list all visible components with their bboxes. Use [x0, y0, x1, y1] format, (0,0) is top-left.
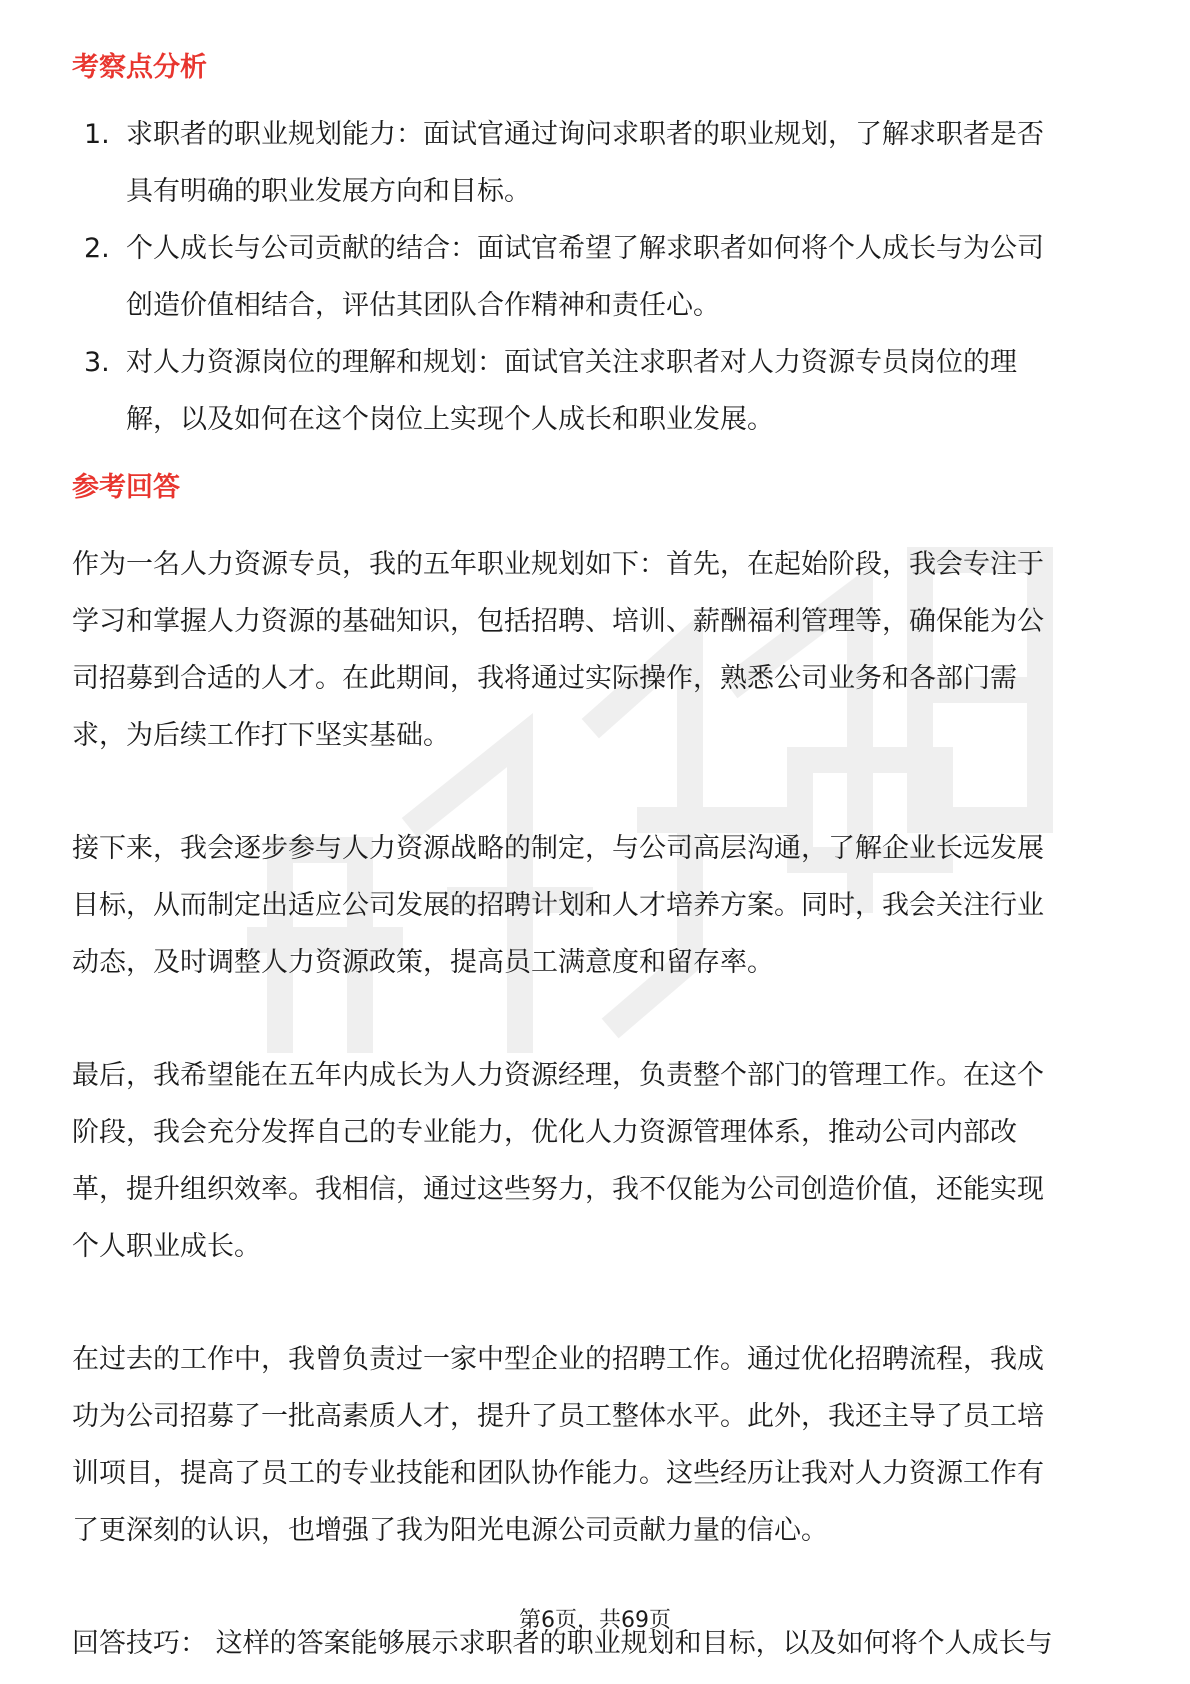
paragraph-line: 回答技巧： 这样的答案能够展示求职者的职业规划和目标，以及如何将个人成长与	[72, 1628, 1053, 1659]
paragraph-line: 学习和掌握人力资源的基础知识，包括招聘、培训、薪酬福利管理等，确保能为公	[72, 606, 1044, 637]
analysis-points-list	[72, 106, 1112, 448]
paragraph-line: 目标，从而制定出适应公司发展的招聘计划和人才培养方案。同时，我会关注行业	[72, 890, 1044, 921]
answer-paragraph	[72, 820, 1112, 991]
paragraph-line: 接下来，我会逐步参与人力资源战略的制定，与公司高层沟通，了解企业长远发展	[72, 833, 1044, 864]
paragraph-line: 阶段，我会充分发挥自己的专业能力，优化人力资源管理体系，推动公司内部改	[72, 1117, 1017, 1148]
list-item	[72, 220, 1112, 334]
paragraph-line: 动态，及时调整人力资源政策，提高员工满意度和留存率。	[72, 947, 774, 978]
list-item-line: 对人力资源岗位的理解和规划：面试官关注求职者对人力资源专员岗位的理	[126, 347, 1017, 378]
answer-paragraph	[72, 1331, 1112, 1559]
paragraph-line: 在过去的工作中，我曾负责过一家中型企业的招聘工作。通过优化招聘流程，我成	[72, 1344, 1044, 1375]
paragraph-line: 训项目，提高了员工的专业技能和团队协作能力。这些经历让我对人力资源工作有	[72, 1458, 1044, 1489]
list-item-line: 解，以及如何在这个岗位上实现个人成长和职业发展。	[126, 404, 774, 435]
answer-paragraph	[72, 1047, 1112, 1275]
list-item-line: 具有明确的职业发展方向和目标。	[126, 176, 531, 207]
paragraph-line: 最后，我希望能在五年内成长为人力资源经理，负责整个部门的管理工作。在这个	[72, 1060, 1044, 1091]
paragraph-line: 功为公司招募了一批高素质人才，提升了员工整体水平。此外，我还主导了员工培	[72, 1401, 1044, 1432]
paragraph-line: 革，提升组织效率。我相信，通过这些努力，我不仅能为公司创造价值，还能实现	[72, 1174, 1044, 1205]
list-item-line: 个人成长与公司贡献的结合：面试官希望了解求职者如何将个人成长与为公司	[126, 233, 1044, 264]
list-item-line: 求职者的职业规划能力：面试官通过询问求职者的职业规划，了解求职者是否	[126, 119, 1044, 150]
paragraph-line: 司招募到合适的人才。在此期间，我将通过实际操作，熟悉公司业务和各部门需	[72, 663, 1017, 694]
list-item-number: 2.	[84, 233, 110, 264]
list-item-line: 创造价值相结合，评估其团队合作精神和责任心。	[126, 290, 720, 321]
answer-paragraph	[72, 536, 1112, 764]
page-number: 第6页，共69页	[519, 1608, 671, 1633]
paragraph-line: 作为一名人力资源专员，我的五年职业规划如下：首先，在起始阶段，我会专注于	[72, 549, 1044, 580]
list-item	[72, 106, 1112, 220]
paragraph-line: 了更深刻的认识，也增强了我为阳光电源公司贡献力量的信心。	[72, 1515, 828, 1546]
main-content	[72, 48, 1112, 1672]
paragraph-line: 求，为后续工作打下坚实基础。	[72, 720, 450, 751]
list-item	[72, 334, 1112, 448]
answer-heading: 参考回答	[72, 472, 180, 503]
list-item-number: 1.	[84, 119, 110, 150]
analysis-heading: 考察点分析	[72, 52, 207, 83]
paragraph-line: 个人职业成长。	[72, 1231, 261, 1262]
list-item-number: 3.	[84, 347, 110, 378]
